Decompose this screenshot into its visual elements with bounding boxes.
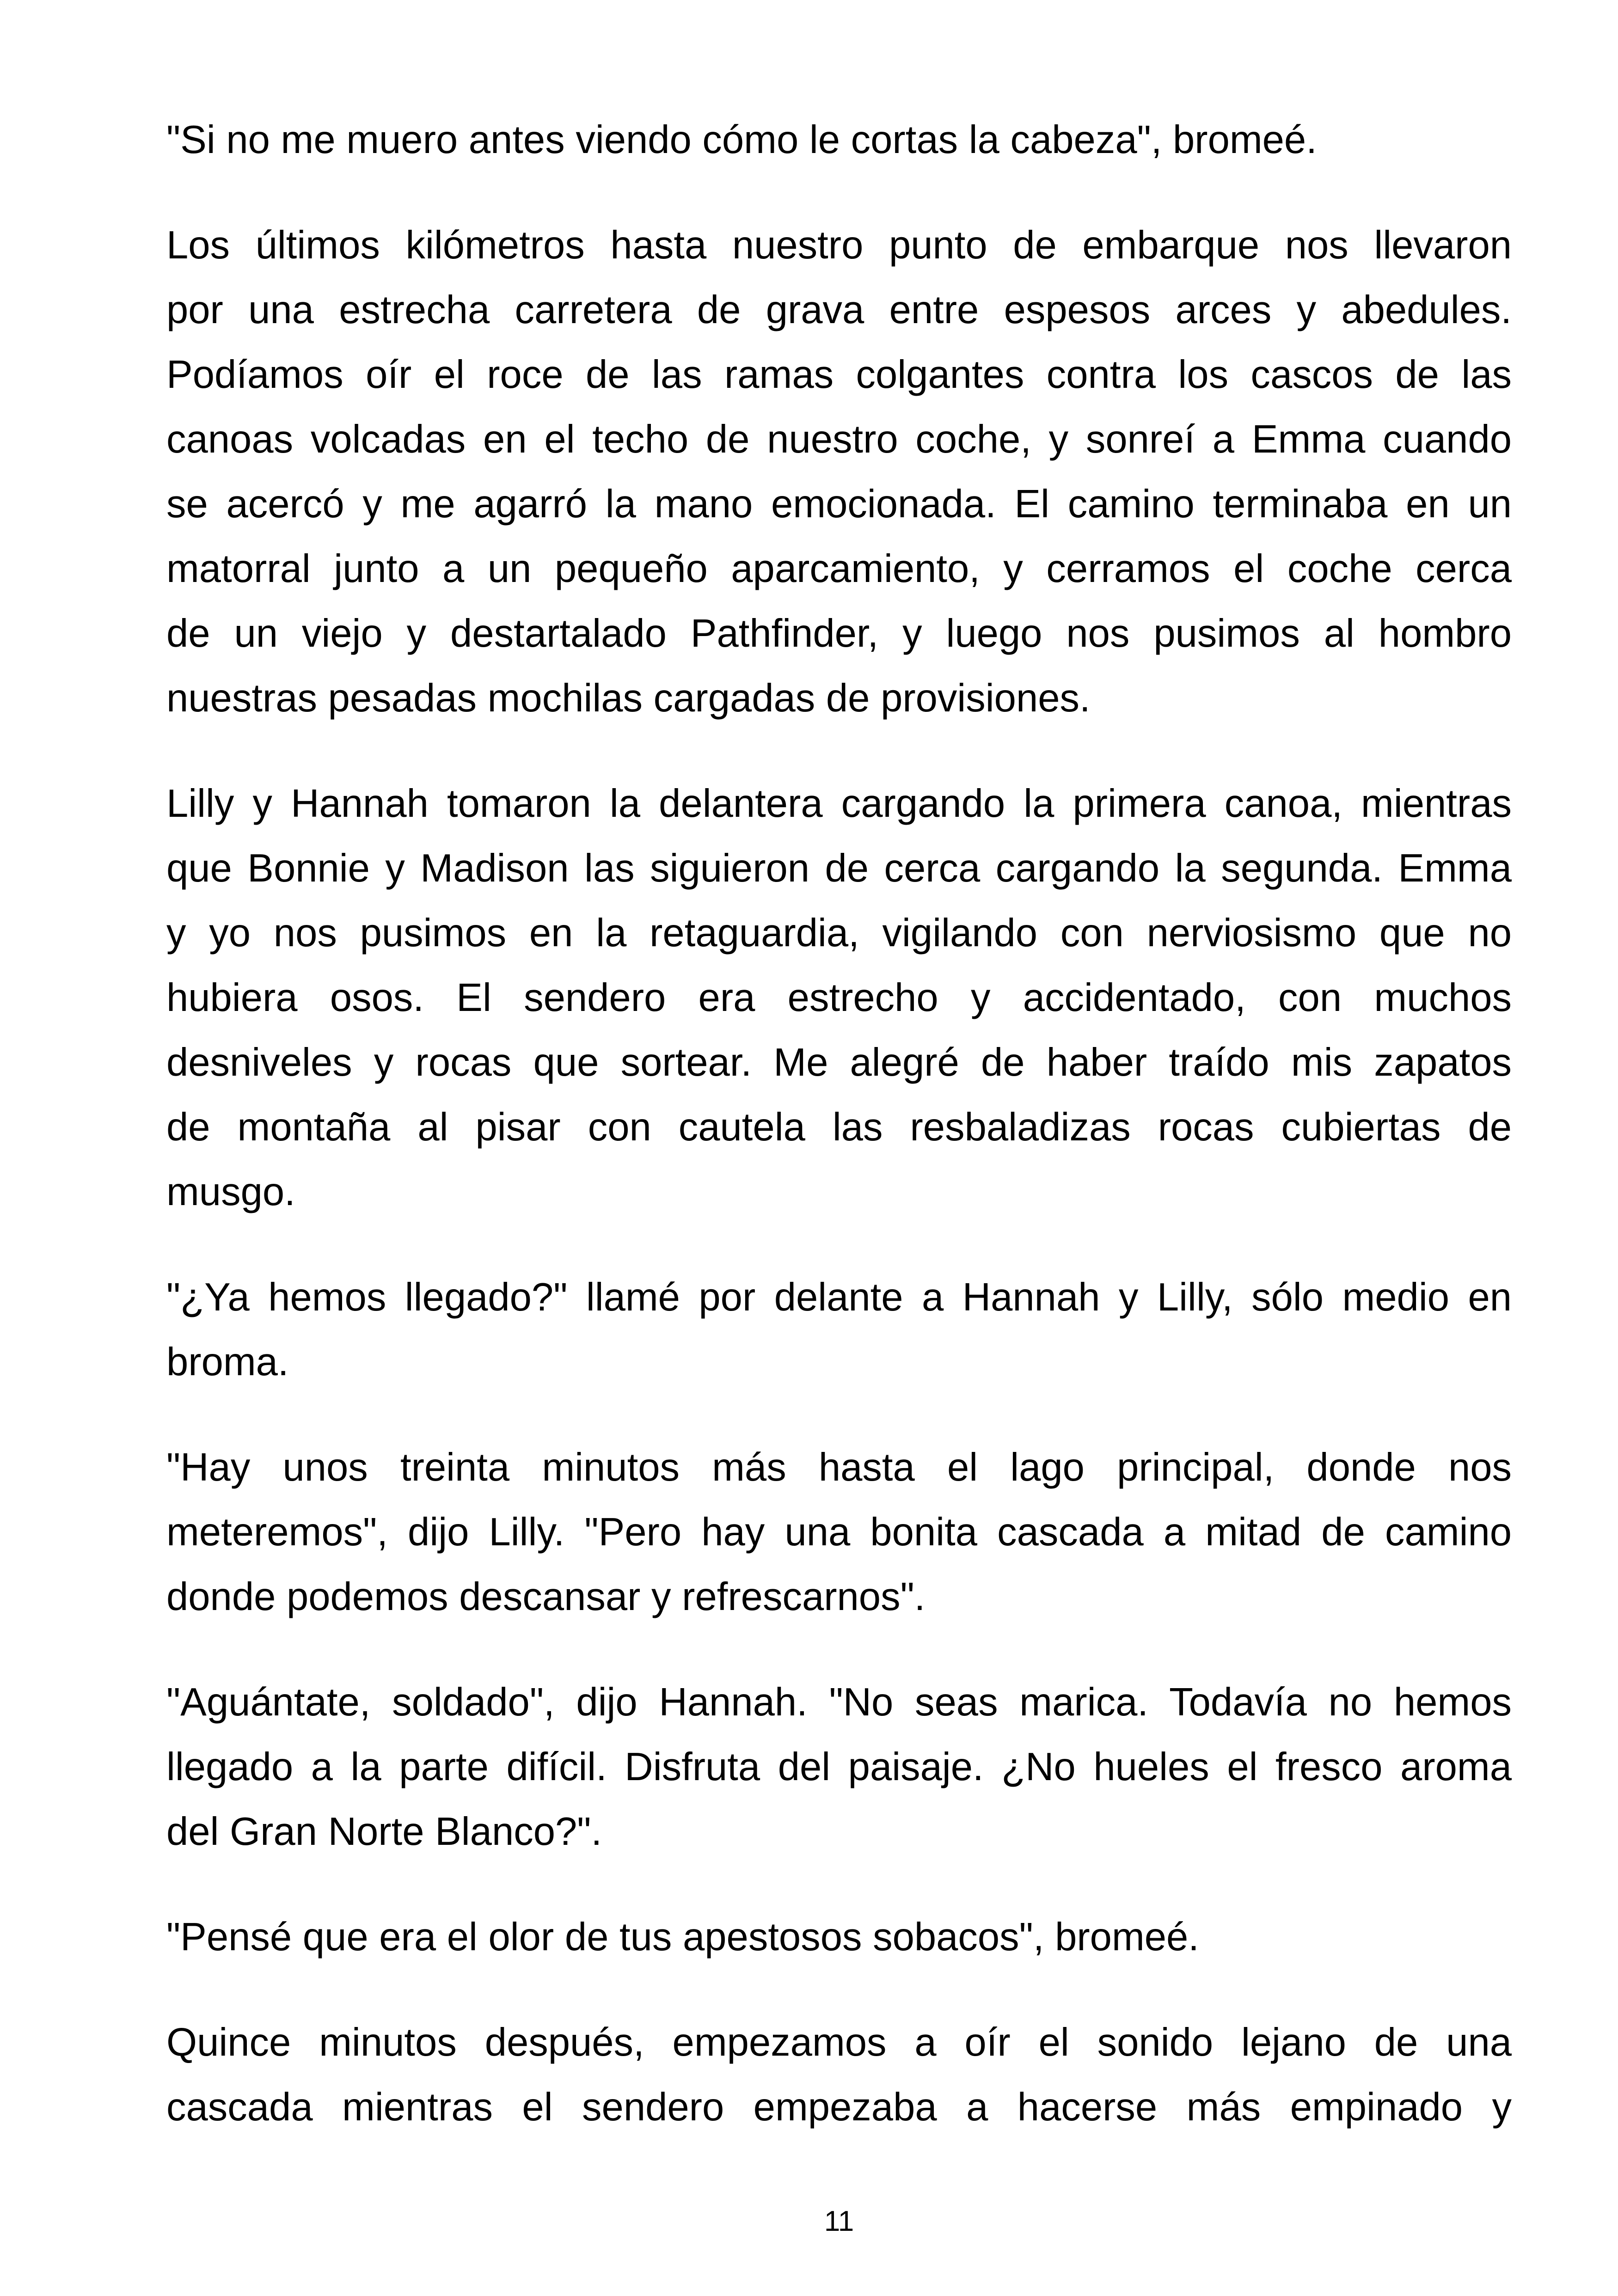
paragraph <box>166 1435 1512 1629</box>
text-line: "¿Ya hemos llegado?" llamé por delante a Hannah y Lilly, sólo medio en <box>166 1275 1512 1319</box>
text-body <box>166 108 1512 2180</box>
text-line: de un viejo y destartalado Pathfinder, y luego nos pusimos al hombro <box>166 612 1512 655</box>
text-line: cascada mientras el sendero empezaba a hacerse más empinado y <box>166 2085 1512 2129</box>
paragraph <box>166 213 1512 731</box>
text-line: "Pensé que era el olor de tus apestosos sobacos", bromeé. <box>166 1915 1199 1959</box>
paragraph <box>166 108 1512 172</box>
paragraph <box>166 771 1512 1225</box>
text-line: Lilly y Hannah tomaron la delantera cargando la primera canoa, mientras <box>166 782 1512 826</box>
text-line: Podíamos oír el roce de las ramas colgantes contra los cascos de las <box>166 353 1512 397</box>
text-line: Quince minutos después, empezamos a oír el sonido lejano de una <box>166 2020 1512 2064</box>
text-line: "Si no me muero antes viendo cómo le cortas la cabeza", bromeé. <box>166 118 1317 162</box>
text-line: meteremos", dijo Lilly. "Pero hay una bonita cascada a mitad de camino <box>166 1510 1512 1554</box>
text-line: hubiera osos. El sendero era estrecho y accidentado, con muchos <box>166 976 1512 1020</box>
text-line: Los últimos kilómetros hasta nuestro punto de embarque nos llevaron <box>166 223 1512 267</box>
page-number: 11 <box>824 2205 854 2237</box>
text-line: canoas volcadas en el techo de nuestro coche, y sonreí a Emma cuando <box>166 417 1512 461</box>
text-line: matorral junto a un pequeño aparcamiento, y cerramos el coche cerca <box>166 547 1512 591</box>
paragraph <box>166 1670 1512 1864</box>
paragraph <box>166 1265 1512 1395</box>
text-line: broma. <box>166 1340 289 1384</box>
text-line: y yo nos pusimos en la retaguardia, vigilando con nerviosismo que no <box>166 911 1512 955</box>
text-line: del Gran Norte Blanco?". <box>166 1810 602 1854</box>
text-line: "Aguántate, soldado", dijo Hannah. "No seas marica. Todavía no hemos <box>166 1680 1512 1724</box>
text-line: nuestras pesadas mochilas cargadas de provisiones. <box>166 676 1091 720</box>
text-line: donde podemos descansar y refrescarnos". <box>166 1575 925 1619</box>
text-line: desniveles y rocas que sortear. Me alegré de haber traído mis zapatos <box>166 1041 1512 1084</box>
text-line: por una estrecha carretera de grava entre espesos arces y abedules. <box>166 288 1512 332</box>
text-line: de montaña al pisar con cautela las resbaladizas rocas cubiertas de <box>166 1105 1512 1149</box>
paragraph <box>166 1905 1512 1970</box>
text-line: musgo. <box>166 1170 295 1214</box>
text-line: se acercó y me agarró la mano emocionada. El camino terminaba en un <box>166 482 1512 526</box>
paragraph <box>166 2010 1512 2140</box>
text-line: "Hay unos treinta minutos más hasta el lago principal, donde nos <box>166 1445 1512 1489</box>
text-line: llegado a la parte difícil. Disfruta del paisaje. ¿No hueles el fresco aroma <box>166 1745 1512 1789</box>
text-line: que Bonnie y Madison las siguieron de cerca cargando la segunda. Emma <box>166 846 1512 890</box>
